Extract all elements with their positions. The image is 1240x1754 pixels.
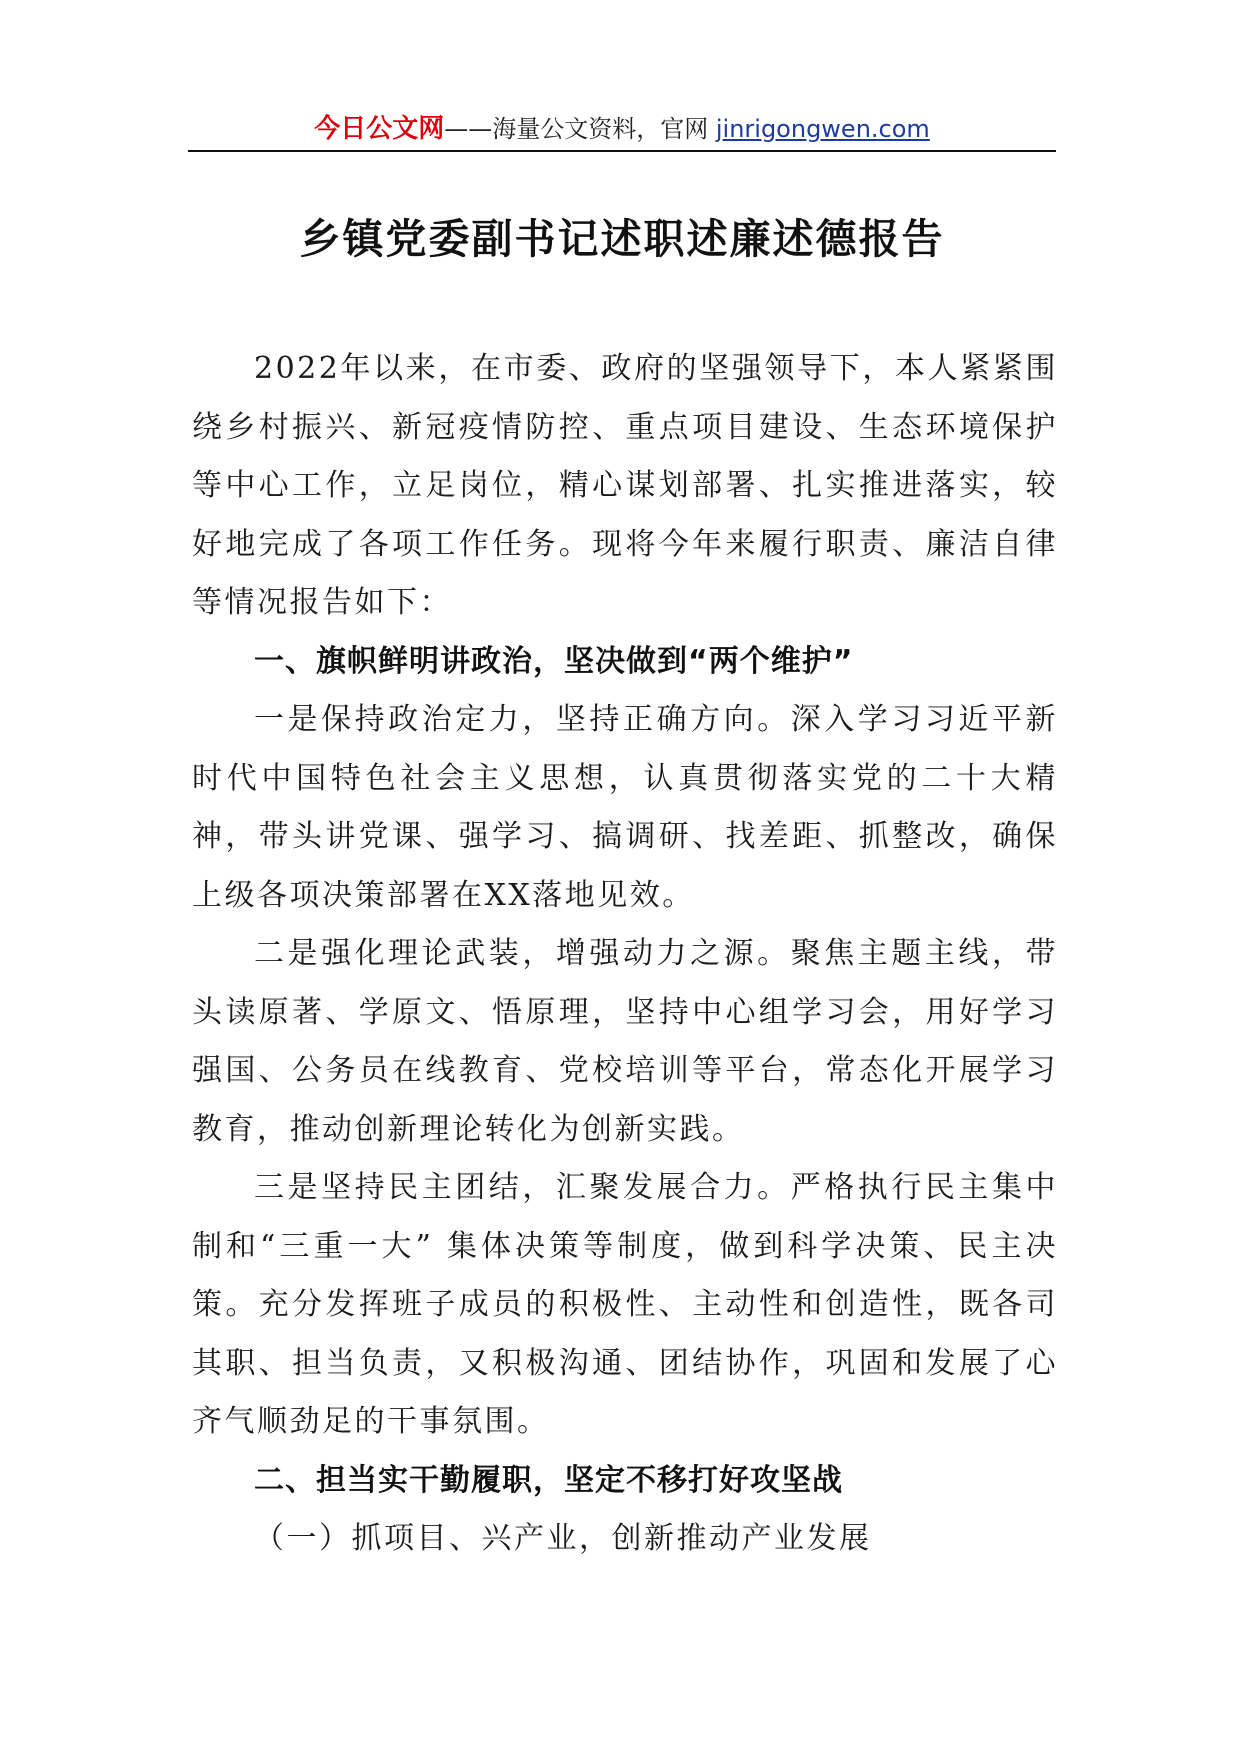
document-title: 乡镇党委副书记述职述廉述德报告 [299,215,945,263]
section-2-subheading-1: （一）抓项目、兴产业，创新推动产业发展 [254,1521,872,1556]
site-url-link[interactable]: jinrigongwen.com [715,115,930,143]
section-1-paragraph-1: 一是保持政治定力，坚持正确方向。深入学习习近平新时代中国特色社会主义思想，认真贯彻落实党的二十大精神，带头讲党课、强学习、搞调研、找差距、抓整改，确保上级各项决策部署在XX落地见效。 [192,702,1058,913]
document-body [192,340,1058,1569]
section-1-heading: 一、旗帜鲜明讲政治，坚决做到“两个维护” [254,643,854,679]
section-1-paragraph-2: 二是强化理论武装，增强动力之源。聚焦主题主线，带头读原著、学原文、悟原理，坚持中心组学习会，用好学习强国、公务员在线教育、党校培训等平台，常态化开展学习教育，推动创新理论转化为创新实践。 [192,936,1058,1147]
header-divider [188,150,1056,152]
site-header [188,108,1056,150]
intro-paragraph: 2022年以来，在市委、政府的坚强领导下，本人紧紧围绕乡村振兴、新冠疫情防控、重点项目建设、生态环境保护等中心工作，立足岗位，精心谋划部署、扎实推进落实，较好地完成了各项工作任务。现将今年来履行职责、廉洁自律等情况报告如下： [192,351,1058,620]
section-1-paragraph-3: 三是坚持民主团结，汇聚发展合力。严格执行民主集中制和“三重一大” 集体决策等制度，做到科学决策、民主决策。充分发挥班子成员的积极性、主动性和创造性，既各司其职、担当负责，又积极沟通、团结协作，巩固和发展了心齐气顺劲足的干事氛围。 [192,1170,1058,1439]
site-brand: 今日公文网 [314,114,445,144]
site-tagline: ——海量公文资料，官网 [444,115,716,143]
section-2-heading: 二、担当实干勤履职，坚定不移打好攻坚战 [254,1462,843,1498]
